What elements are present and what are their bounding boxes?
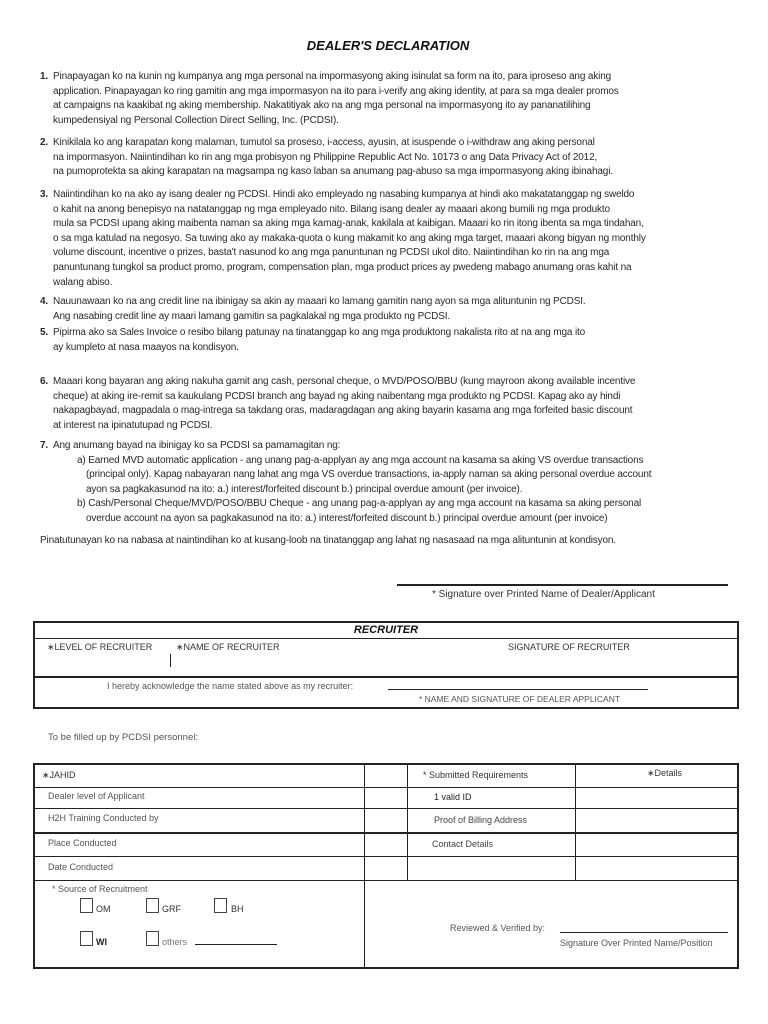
text-line: a) Earned MVD automatic application - ang unang pag-a-applyan ay ang mga account na kasama sa aking VS overdue transactions xyxy=(77,454,644,466)
divider xyxy=(33,856,739,857)
text-line: na pumoprotekta sa aking karapatan na magsampa ng kaso laban sa anumang pag-abuso sa mga impormasyong aking ibinahagi. xyxy=(53,166,613,178)
text-line: kumpedensiyal ng Personal Collection Direct Selling, Inc. (PCDSI). xyxy=(53,114,339,126)
text-line: Nauunawaan ko na ang credit line na ibinigay sa akin ay maaari ko lamang gamitin nang ayon sa mga alituntunin ng PCDSI. xyxy=(53,296,586,307)
text-line: Pipirma ako sa Sales Invoice o resibo bilang patunay na tinatanggap ko ang mga produktong nakalista rito at na ang mga ito xyxy=(53,327,586,338)
text-line: o sa mga katulad na negosyo. Sa tuwing ako ay makaka-quota o kung makamit ko ang aking mga target, maaari akong bigyan ng monthly xyxy=(53,232,646,244)
text-line: na impormasyon. Naiintindihan ko rin ang mga probisyon ng Philippine Republic Act No. 10173 o ang Data Privacy Act of 2012, xyxy=(53,151,598,163)
jahid-field[interactable]: ∗JAHID xyxy=(42,770,76,780)
name-of-recruiter-field[interactable]: ∗NAME OF RECRUITER xyxy=(176,642,280,652)
divider xyxy=(33,787,739,788)
checkbox-others[interactable] xyxy=(146,931,159,946)
text-line: Kinikilala ko ang karapatan kong malaman, tumutol sa proseso, i-access, ayusin, at isuspende o i-withdraw ang aking personal xyxy=(53,137,595,148)
item-7a xyxy=(77,454,740,498)
submitted-requirements-header: * Submitted Requirements xyxy=(423,770,529,780)
checkbox-grf[interactable] xyxy=(146,898,159,913)
declaration-item-1 xyxy=(40,70,740,128)
reviewer-signature-line[interactable] xyxy=(560,932,728,933)
checkbox-om[interactable] xyxy=(80,898,93,913)
details-header: ∗Details xyxy=(647,768,683,778)
dealer-signature-line[interactable] xyxy=(397,584,728,586)
reviewed-verified-label: Reviewed & Verified by: xyxy=(450,923,546,933)
date-conducted-field[interactable]: Date Conducted xyxy=(48,862,114,872)
page-title: DEALER'S DECLARATION xyxy=(306,38,470,53)
text-line: Ang nasabing credit line ay maari lamang gamitin sa pagkalakal ng mga produkto ng PCDSI. xyxy=(53,310,451,322)
item-number: 1. xyxy=(40,71,49,82)
checkbox-bh-label: BH xyxy=(231,904,244,914)
source-of-recruitment-label: * Source of Recruitment xyxy=(52,884,148,894)
item-number: 6. xyxy=(40,376,49,387)
affirmation-text: Pinatutunayan ko na nabasa at naintindihan ko at kusang-loob na tinatanggap ang lahat ng nasasaad na mga alituntunin at kondisyon. xyxy=(40,535,616,546)
divider xyxy=(170,654,171,667)
signature-of-recruiter-field[interactable]: SIGNATURE OF RECRUITER xyxy=(508,642,630,652)
reviewer-signature-label: Signature Over Printed Name/Position xyxy=(560,938,713,948)
declaration-item-2 xyxy=(40,136,740,180)
divider xyxy=(575,763,576,880)
text-line: overdue account na ayon sa pagkakasunod na ito: a.) interest/forfeited discount b.) principal overdue amount (per invoice) xyxy=(86,512,608,524)
recruiter-header: RECRUITER xyxy=(353,624,419,636)
text-line: mula sa PCDSI upang aking maibenta naman sa aking mga kamag-anak, kakilala at kaibigan. Maaari ko rin itong ibenta sa mga tindahan, xyxy=(53,218,644,230)
text-line: Pinapayagan ko na kunin ng kumpanya ang mga personal na impormasyong aking isinulat sa form na ito, para iproseso ang aking xyxy=(53,71,612,82)
dealer-name-signature-label: * NAME AND SIGNATURE OF DEALER APPLICANT xyxy=(419,694,621,704)
declaration-item-7 xyxy=(40,439,740,527)
checkbox-bh[interactable] xyxy=(214,898,227,913)
item-number: 3. xyxy=(40,189,49,200)
dealer-name-signature-line[interactable] xyxy=(388,689,648,690)
divider xyxy=(33,638,739,639)
checkbox-wi-label: WI xyxy=(96,937,107,947)
text-line: walang abiso. xyxy=(53,276,113,288)
h2h-training-field[interactable]: H2H Training Conducted by xyxy=(48,813,159,823)
place-conducted-field[interactable]: Place Conducted xyxy=(48,838,117,848)
text-line: o kahit na anong benepisyo na natatanggap ng mga empleyado nito. Bilang isang dealer ay maaari akong bumili ng mga produkto xyxy=(53,203,610,215)
text-line: ayon sa pagkakasunod na ito: a.) interest/forfeited discount b.) principal overdue amount (per invoice). xyxy=(86,483,523,495)
text-line: application. Pinapayagan ko ring gamitin ang mga impormasyon na ito para i-verify ang aking identity, at para sa mga dealer promos xyxy=(53,85,619,97)
divider xyxy=(407,763,408,880)
item-7-intro: Ang anumang bayad na ibinigay ko sa PCDSI sa pamamagitan ng: xyxy=(53,440,341,451)
divider xyxy=(33,832,739,834)
level-of-recruiter-field[interactable]: ∗LEVEL OF RECRUITER xyxy=(47,642,153,652)
checkbox-wi[interactable] xyxy=(80,931,93,946)
dealer-level-field[interactable]: Dealer level of Applicant xyxy=(48,791,145,801)
requirement-proof-of-billing: Proof of Billing Address xyxy=(434,815,528,825)
divider xyxy=(33,880,739,881)
declaration-item-6 xyxy=(40,375,740,433)
item-number: 2. xyxy=(40,137,49,148)
declaration-item-3 xyxy=(40,188,740,290)
acknowledge-text: I hereby acknowledge the name stated above as my recruiter: xyxy=(107,681,354,691)
dealer-signature-label: * Signature over Printed Name of Dealer/Applicant xyxy=(432,589,655,600)
text-line: nakapagbayad, magpadala o mag-intrega sa takdang oras, madaragdagan ang aking bayarin kasama ang mga forfeited basic discount xyxy=(53,405,633,417)
divider xyxy=(33,808,739,809)
checkbox-others-label: others xyxy=(162,937,188,947)
text-line: (principal only). Kapag nabayaran nang lahat ang mga VS overdue transactions, ia-apply naman sa aking personal overdue account xyxy=(86,469,652,481)
text-line: at campaigns na kaakibat ng aking membership. Nakatitiyak ako na ang mga personal na impormasyong ito ay pananatilihing xyxy=(53,100,591,112)
text-line: at interest na ipinatutupad ng PCDSI. xyxy=(53,419,213,431)
item-number: 5. xyxy=(40,327,49,338)
text-line: Maaari kong bayaran ang aking nakuha gamit ang cash, personal cheque, o MVD/POSO/BBU (kung mayroon akong available incentive xyxy=(53,376,636,387)
text-line: volume discount, incentive o prizes, basta't nasunod ko ang mga panuntunan ng PCDSI ukol dito. Naiintindihan ko rin na ang mga xyxy=(53,247,610,259)
requirement-valid-id: 1 valid ID xyxy=(434,792,472,802)
divider xyxy=(33,676,739,678)
divider xyxy=(364,763,365,969)
personnel-note: To be filled up by PCDSI personnel: xyxy=(48,732,198,743)
text-line: cheque) at aking ire-remit sa kaukulang PCDSI branch ang bayad ng aking naibentang mga produkto ng PCDSI. Kapag ako ay hindi xyxy=(53,390,621,402)
item-number: 4. xyxy=(40,296,49,307)
declaration-item-5 xyxy=(40,326,740,355)
declaration-item-4 xyxy=(40,295,740,324)
item-7b xyxy=(77,497,740,526)
text-line: b) Cash/Personal Cheque/MVD/POSO/BBU Cheque - ang unang pag-a-applyan ay ang mga account na kasama sa aking personal xyxy=(77,498,642,510)
text-line: panuntunang tungkol sa product promo, program, compensation plan, mga product prices ay pwedeng mabago anumang oras kahit na xyxy=(53,261,632,273)
checkbox-om-label: OM xyxy=(96,904,111,914)
text-line: Naiintindihan ko na ako ay isang dealer ng PCDSI. Hindi ako empleyado ng nasabing kumpanya at hindi ako makatatanggap ng sweldo xyxy=(53,189,635,200)
requirement-contact-details: Contact Details xyxy=(432,839,494,849)
others-input-line[interactable] xyxy=(195,944,277,945)
text-line: ay kumpleto at nasa maayos na kondisyon. xyxy=(53,341,239,353)
item-number: 7. xyxy=(40,440,49,451)
checkbox-grf-label: GRF xyxy=(162,904,181,914)
